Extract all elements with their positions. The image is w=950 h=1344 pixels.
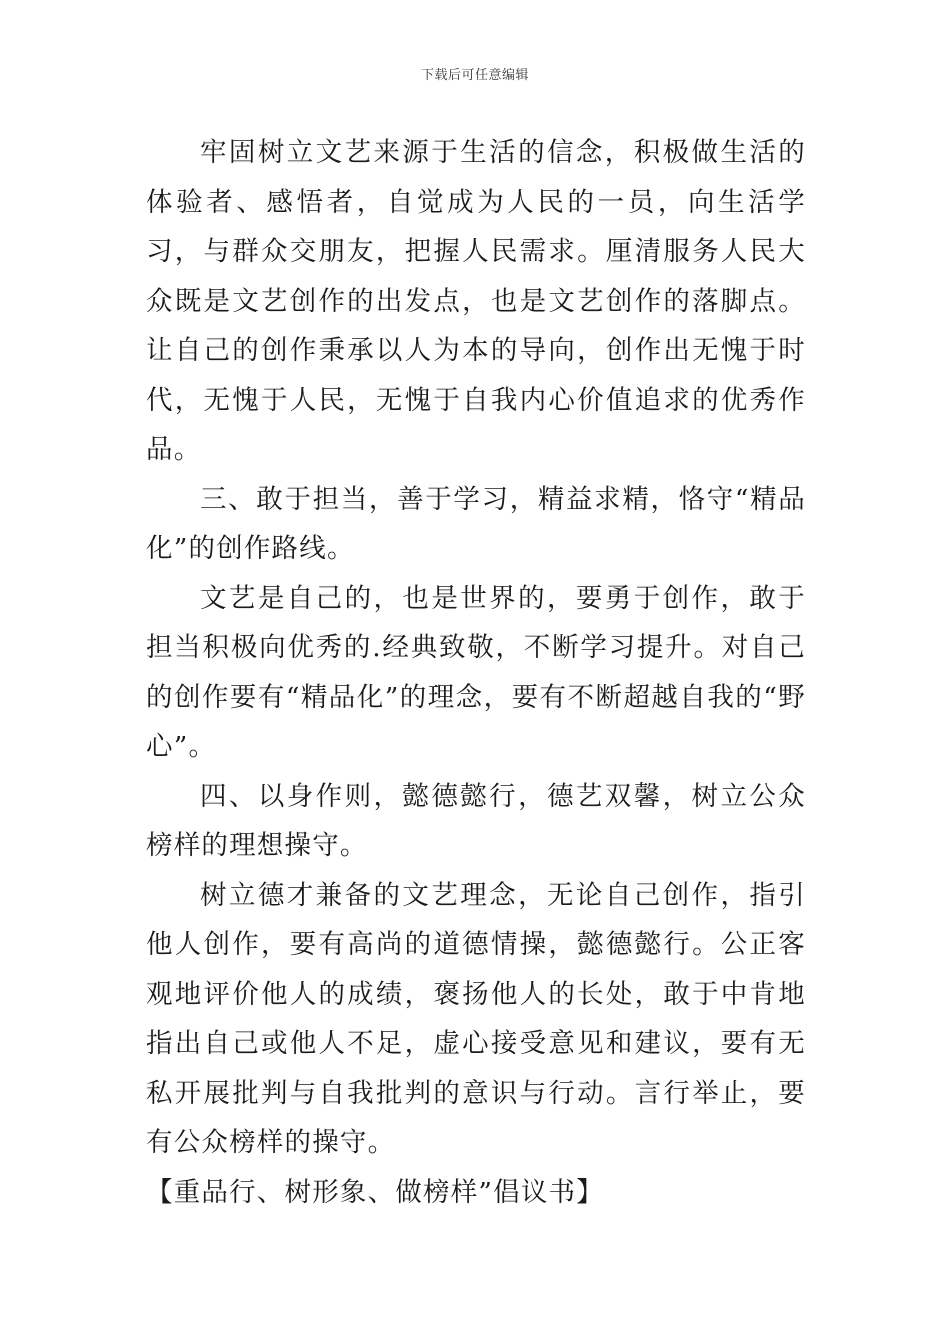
page-header: 下载后可任意编辑 — [420, 68, 529, 83]
paragraph: 牢固树立文艺来源于生活的信念，积极做生活的体验者、感悟者，自觉成为人民的一员，向生活学习，与群众交朋友，把握人民需求。厘清服务人民大众既是文艺创作的出发点，也是文艺创作的落脚点。让自己的创作秉承以人为本的导向，创作出无愧于时代，无愧于人民，无愧于自我内心价值追求的优秀作品。 — [146, 137, 806, 465]
document-title-reference: 【重品行、树形象、做榜样”倡议书】 — [146, 1176, 604, 1208]
section-heading: 四、以身作则，懿德懿行，德艺双馨，树立公众榜样的理想操守。 — [146, 780, 806, 861]
paragraph: 文艺是自己的，也是世界的，要勇于创作，敢于担当积极向优秀的.经典致敬，不断学习提升。对自己的创作要有“精品化”的理念，要有不断超越自我的“野心”。 — [146, 582, 806, 762]
document-body — [146, 128, 806, 1217]
section-heading: 三、敢于担当，善于学习，精益求精，恪守“精品化”的创作路线。 — [146, 483, 806, 564]
paragraph: 树立德才兼备的文艺理念，无论自己创作，指引他人创作，要有高尚的道德情操，懿德懿行。公正客观地评价他人的成绩，褒扬他人的长处，敢于中肯地指出自己或他人不足，虚心接受意见和建议，要有无私开展批判与自我批判的意识与行动。言行举止，要有公众榜样的操守。 — [146, 879, 806, 1158]
